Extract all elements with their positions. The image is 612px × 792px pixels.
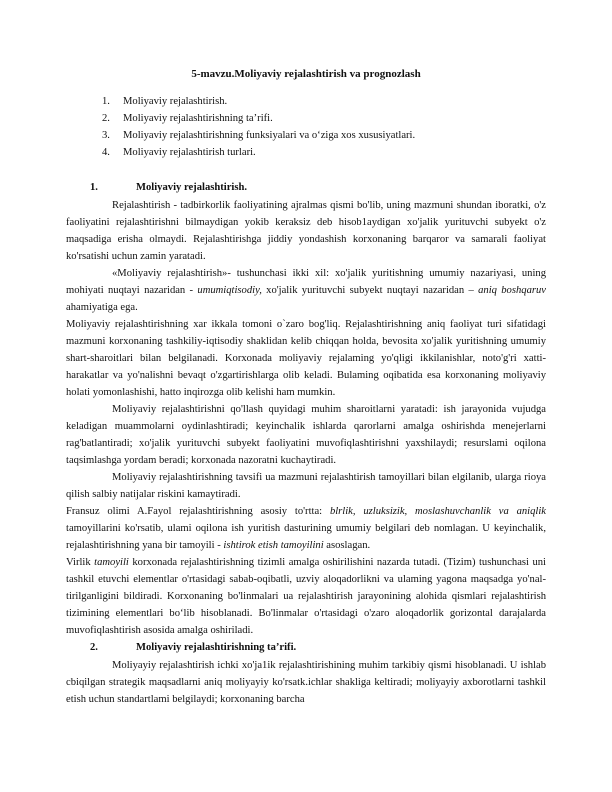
- toc-item: [102, 144, 415, 161]
- italic-term: aniq boshqaruv: [478, 285, 546, 296]
- section-title: Moliyaviy rejalashtirish.: [136, 182, 248, 193]
- section-number: 1.: [90, 182, 98, 193]
- document-body: [66, 179, 546, 708]
- paragraph-text: Virlik: [66, 557, 95, 568]
- paragraph: Moliyayiy rejalashtirish ichki xo'ja1ik rejalashtirishining muhim tarkibiy qismi hisoblanadi. U ishlab cbiqilgan strategik maqsadlarni aniq moliyayiy ko'rsatk.ichlar shakliga keltiradi; moliyayiy axborotlarni tashkil etish uchun standartlami belgilaydi; korxonaning barcha: [66, 660, 546, 705]
- toc-number: 2.: [102, 113, 110, 124]
- paragraph: Moliyaviy rejalashtirishning xar ikkala tomoni o`zaro bog'liq. Rejalashtirishning aniq faoliyat turi sifatidagi mazmuni korxonaning tashkiliy-iqtisodiy shaklidan kelib chiqqan holda, bevosita xo'jalik yuritishning umumiy shart-sharoitlari bilan belgilanadi. Korxonada moliyaviy rejalaming yo'qligi ikkilanishlar, noto'g'ri xatti-harakatlar va yo'nalishni bevaqt o'zgartirishlarga olib keladi. Bulaming oqibatida esa korxonaning moliyaviy holati yomonlashishi, hatto inqirozga olib kelishi ham mumkin.: [66, 319, 546, 398]
- paragraph-text: korxonada rejalashtirishning tizimli amalga oshirilishini nazarda tutadi. (Tizim) tushunchasi uni tashkil etuvchi elementlar o'rtasidagi sabab-oqibatli, uzviy aloqadorlikni va ulaming yagona maqsadga yo'nal-tirilganligini bildiradi. Korxonaning bo'linmalari ua rejalashtirish jarayonining alohida qismlari rejalashtirish tizimining elementlari bo‘lib hisoblanadi. Bo'linmalar o'rtasidagi o'zaro aloqadorlik gorizontal darajalarda muvofiqlashtirish asosida amalga oshiriladi.: [66, 557, 547, 636]
- toc-item: [102, 110, 415, 127]
- paragraph-text: Fransuz olimi A.Fayol rejalashtirishning asosiy to'rtta:: [66, 506, 330, 517]
- section-heading: [66, 639, 546, 657]
- paragraph-text: ahamiyatiga ega.: [66, 302, 138, 313]
- section-heading: [66, 179, 546, 197]
- paragraph-text: tamoyillarini ko'rsatib, ulami oqilona ish yuritish dasturining umumiy belgilari deb nomlagan. U keyinchalik, rejalashtirishning yana bir tamoyili -: [66, 523, 546, 551]
- italic-term: umumiqtisodiy,: [197, 285, 262, 296]
- toc-number: 3.: [102, 130, 110, 141]
- section-title: Moliyaviy rejalashtirishning ta’rifi.: [136, 642, 297, 653]
- toc-text: Moliyaviy rejalashtirish.: [123, 96, 228, 107]
- toc-text: Moliyaviy rejalashtirishning ta’rifi.: [123, 113, 273, 124]
- section-number: 2.: [90, 642, 98, 653]
- toc-item: [102, 93, 415, 110]
- document-title: 5-mavzu.Moliyaviy rejalashtirish va prognozlash: [191, 68, 421, 80]
- paragraph: [66, 554, 546, 639]
- toc-item: [102, 127, 415, 144]
- italic-term: tamoyili: [94, 557, 129, 568]
- paragraph: [66, 503, 546, 554]
- italic-term: blrlik, uzluksizik, moslashuvchanlik va aniqlik: [329, 506, 547, 517]
- toc-number: 1.: [102, 96, 110, 107]
- toc-text: Moliyaviy rejalashtirishning funksiyalari va o‘ziga xos xususiyatlari.: [123, 130, 416, 141]
- paragraph: Moliyaviy rejalashtirishning tavsifi ua mazmuni rejalashtirish tamoyillari bilan elgilanib, ularga rioya qilish salbiy natijalar riskini kamaytiradi.: [66, 472, 546, 500]
- paragraph-text: xo'jalik yurituvchi subyekt nuqtayi nazaridan –: [261, 285, 479, 296]
- paragraph: Rejalashtirish - tadbirkorlik faoliyatining ajralmas qismi bo'lib, uning mazmuni shundan iboratki, o'z faoliyatini rejalashtirishni bilmaydigan yokib keraksiz deb hisob1aydigan xo'jalik yurituvchi subyekt o'z maqsadiga erisha olmaydi. Rejalashtirishga jiddiy yondashish korxonaning barqaror va samarali faoliyat ko'rsatishi uchun zamin yaratadi.: [66, 200, 546, 262]
- paragraph: Moliyaviy rejalashtirishni qo'llash quyidagi muhim sharoitlarni yaratadi: ish jarayonida vujudga keladigan muammolarni oydinlashtiradi; keyinchalik ishlarda qarorlarni amalga oshirishda menejerlarni rag'batlantiradi; xo'jalik yurituvchi subyekt faoliyatini muvofiqlashtirishni yaxshilaydi; resurslami oqilona taqsimlashga yordam beradi; korxonada nazoratni kuchaytiradi.: [66, 404, 546, 466]
- toc-text: Moliyaviy rejalashtirish turlari.: [123, 147, 256, 158]
- italic-term: ishtirok etish tamoyilini: [223, 540, 324, 551]
- table-of-contents: [102, 93, 415, 161]
- paragraph: [66, 265, 546, 316]
- paragraph-text: «Moliyaviy rejalashtirish»- tushunchasi ikki xil: xo'jalik yuritishning umumiy nazariyasi, uning mohiyati nuqtayi nazaridan -: [66, 268, 546, 296]
- toc-number: 4.: [102, 147, 110, 158]
- paragraph-text: asoslagan.: [323, 540, 371, 551]
